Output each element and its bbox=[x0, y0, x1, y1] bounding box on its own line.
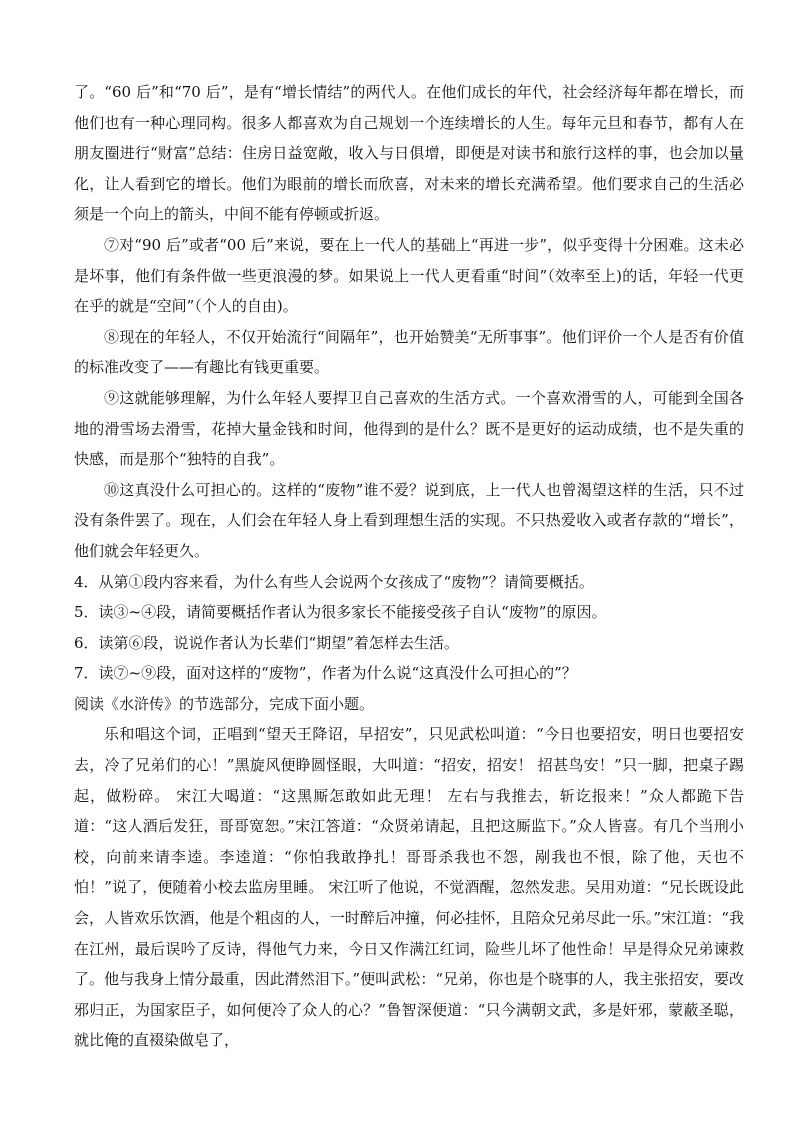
paragraph-8: ⑧现在的年轻人，不仅开始流行“间隔年”，也开始赞美“无所事事”。他们评价一个人是否有价值的标准改变了——有趣比有钱更重要。 bbox=[74, 327, 744, 377]
paragraph-6-continued: 了。“60 后”和“70 后”，是有“增长情结”的两代人。在他们成长的年代，社会经济每年都在增长，而他们也有一种心理同构。很多人都喜欢为自己规划一个连续增长的人生。每年元旦和春节，都有人在朋友圈进行“财富”总结：住房日益宽敞，收入与日俱增，即便是对读书和旅行这样的事，也会加以量化，让人看到它的增长。他们为眼前的增长而欣喜，对未来的增长充满希望。他们要求自己的生活必须是一个向上的箭头，中间不能有停顿或折返。 bbox=[74, 83, 744, 224]
question-5: 5．读③~④段，请简要概括作者认为很多家长不能接受孩子自认“废物”的原因。 bbox=[74, 603, 607, 622]
question-7: 7．读⑦~⑨段，面对这样的“废物”，作者为什么说“这真没什么可担心的”？ bbox=[74, 664, 577, 683]
document-page bbox=[74, 77, 744, 1056]
paragraph-10: ⑩这真没什么可担心的。这样的“废物”谁不爱？说到底，上一代人也曾渴望这样的生活，只不过没有条件罢了。现在，人们会在年轻人身上看到理想生活的实现。不只热爱收入或者存款的“增长”，他们就会年轻更久。 bbox=[74, 480, 744, 560]
water-margin-excerpt: 乐和唱这个词，正唱到“望天王降诏，早招安”，只见武松叫道：“今日也要招安，明日也要招安去，冷了兄弟们的心！”黑旋风便睁圆怪眼，大叫道：“招安，招安！ 招甚鸟安！”只一脚，把桌子踢起，做粉碎。 宋江大喝道：“这黑厮怎敢如此无理！ 左右与我推去，斩讫报来！”众人都跪下告道：“这人酒后发狂，哥哥宽恕。”宋江答道：“众贤弟请起，且把这厮监下。”众人皆喜。有几个当刑小校，向前来请李逵。李逵道：“你怕我敢挣扎！哥哥杀我也不怨，剐我也不恨，除了他，天也不怕！”说了，便随着小校去监房里睡。 宋江听了他说，不觉酒醒，忽然发悲。吴用劝道：“兄长既设此会，人皆欢乐饮酒，他是个粗卤的人，一时醉后冲撞，何必挂怀，且陪众兄弟尽此一乐。”宋江道：“我在江州，最后误吟了反诗，得他气力来，今日又作满江红词，险些儿坏了他性命！早是得众兄弟谏救了。他与我身上情分最重，因此潸然泪下。”便叫武松：“兄弟，你也是个晓事的人，我主张招安，要改邪归正，为国家臣子，如何便冷了众人的心？”鲁智深便道：“只今满朝文武，多是奸邪，蒙蔽圣聪，就比俺的直裰染做皂了， bbox=[74, 725, 744, 1050]
reading-intro: 阅读《水浒传》的节选部分，完成下面小题。 bbox=[74, 694, 375, 713]
paragraph-9: ⑨这就能够理解，为什么年轻人要捍卫自己喜欢的生活方式。一个喜欢滑雪的人，可能到全国各地的滑雪场去滑雪，花掉大量金钱和时间，他得到的是什么？既不是更好的运动成绩，也不是失重的快感，而是那个“独特的自我”。 bbox=[74, 388, 744, 469]
paragraph-7: ⑦对“90 后”或者“00 后”来说，要在上一代人的基础上“再进一步”，似乎变得十分困难。这未必是坏事，他们有条件做一些更浪漫的梦。如果说上一代人更看重“时间”（效率至上)的话，年轻一代更在乎的就是“空间”（个人的自由)。 bbox=[74, 235, 744, 316]
question-4: 4．从第①段内容来看，为什么有些人会说两个女孩成了“废物”？请简要概括。 bbox=[74, 572, 594, 591]
question-6: 6．读第⑥段，说说作者认为长辈们“期望”着怎样去生活。 bbox=[74, 633, 459, 652]
